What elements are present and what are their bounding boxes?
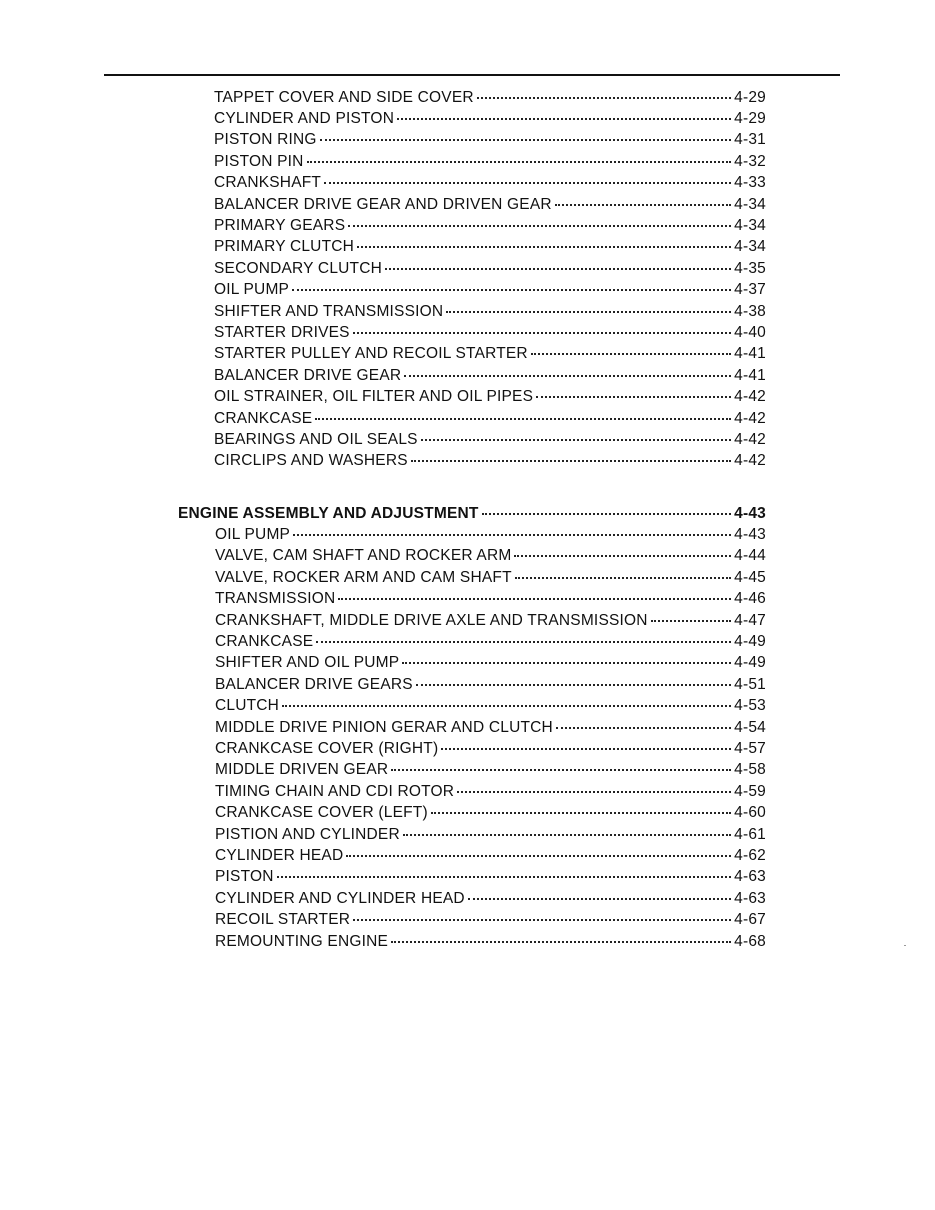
- dot-leader: [403, 818, 731, 836]
- dot-leader: [307, 145, 732, 163]
- toc-entry-label: CYLINDER AND CYLINDER HEAD: [215, 889, 465, 907]
- dot-leader: [315, 402, 731, 420]
- toc-entry-label: MIDDLE DRIVE PINION GERAR AND CLUTCH: [215, 718, 553, 736]
- toc-section-page: 4-43: [734, 504, 766, 522]
- dot-leader: [316, 625, 731, 643]
- dot-leader: [391, 925, 731, 943]
- toc-entry-label: CRANKSHAFT: [214, 174, 322, 192]
- dot-leader: [446, 295, 731, 313]
- dot-leader: [411, 445, 731, 463]
- dot-leader: [531, 338, 731, 356]
- toc-entry-label: CYLINDER HEAD: [215, 846, 344, 864]
- dot-leader: [556, 711, 731, 729]
- toc-entry-page: 4-46: [734, 590, 766, 608]
- toc-entry-page: 4-45: [734, 568, 766, 586]
- toc-entry[interactable]: [215, 928, 766, 949]
- toc-entry-label: OIL STRAINER, OIL FILTER AND OIL PIPES: [214, 388, 534, 406]
- dot-leader: [536, 381, 731, 399]
- dot-leader: [324, 167, 731, 185]
- toc-entry-page: 4-29: [734, 109, 766, 127]
- toc-entry-label: BEARINGS AND OIL SEALS: [214, 430, 418, 448]
- dot-leader: [404, 359, 731, 377]
- toc-entry-page: 4-38: [734, 302, 766, 320]
- toc-entry-label: STARTER DRIVES: [214, 323, 350, 341]
- toc-entry-page: 4-43: [734, 525, 766, 543]
- toc-entry-label: PRIMARY CLUTCH: [214, 238, 355, 256]
- toc-entry-page: 4-61: [734, 825, 766, 843]
- toc-entry-page: 4-53: [734, 697, 766, 715]
- toc-entry-page: 4-32: [734, 152, 766, 170]
- toc-entry-label: OIL PUMP: [215, 525, 291, 543]
- toc-entry-page: 4-35: [734, 259, 766, 277]
- dot-leader: [353, 316, 731, 334]
- toc-entry-page: 4-54: [734, 718, 766, 736]
- toc-entry-page: 4-47: [734, 611, 766, 629]
- dot-leader: [385, 252, 731, 270]
- toc-entry-page: 4-34: [734, 238, 766, 256]
- toc-entry-page: 4-42: [734, 388, 766, 406]
- toc-entry-label: SHIFTER AND TRANSMISSION: [214, 302, 444, 320]
- dot-leader: [421, 423, 731, 441]
- toc-entry-page: 4-34: [734, 216, 766, 234]
- toc-entry-page: 4-42: [734, 409, 766, 427]
- toc-entry-label: PISTON: [215, 868, 274, 886]
- toc-entry-label: CLUTCH: [215, 697, 280, 715]
- dot-leader: [348, 209, 731, 227]
- toc-entry-label: CIRCLIPS AND WASHERS: [214, 452, 408, 470]
- toc-entry-label: BALANCER DRIVE GEARS: [215, 675, 413, 693]
- dot-leader: [338, 583, 731, 601]
- toc-entry-page: 4-34: [734, 195, 766, 213]
- toc-entry-label: SECONDARY CLUTCH: [214, 259, 382, 277]
- dot-leader: [293, 518, 731, 536]
- toc-entry-label: CRANKCASE COVER (RIGHT): [215, 739, 439, 757]
- toc-entry-page: 4-49: [734, 654, 766, 672]
- toc-entry-page: 4-58: [734, 761, 766, 779]
- toc-entry-label: PISTON RING: [214, 131, 317, 149]
- dot-leader: [320, 124, 731, 142]
- dot-leader: [468, 882, 731, 900]
- toc-entry-page: 4-41: [734, 366, 766, 384]
- toc-entry-page: 4-51: [734, 675, 766, 693]
- dot-leader: [515, 561, 731, 579]
- dot-leader: [651, 604, 731, 622]
- toc-entry-page: 4-67: [734, 911, 766, 929]
- toc-entry-page: 4-41: [734, 345, 766, 363]
- dot-leader: [357, 231, 731, 249]
- toc-entry-page: 4-31: [734, 131, 766, 149]
- toc-entry-label: CYLINDER AND PISTON: [214, 109, 395, 127]
- toc-entry-label: PISTON PIN: [214, 152, 304, 170]
- toc-entry-label: BALANCER DRIVE GEAR: [214, 366, 402, 384]
- toc-entry-page: 4-68: [734, 932, 766, 950]
- top-rule: [104, 74, 840, 76]
- toc-entry-label: CRANKCASE: [214, 409, 313, 427]
- toc-entry-label: VALVE, CAM SHAFT AND ROCKER ARM: [215, 547, 512, 565]
- dot-leader: [353, 904, 731, 922]
- dot-leader: [482, 497, 732, 515]
- toc-entry-label: STARTER PULLEY AND RECOIL STARTER: [214, 345, 528, 363]
- toc-entry-page: 4-42: [734, 452, 766, 470]
- toc-entry-label: CRANKCASE: [215, 632, 314, 650]
- dot-leader: [457, 775, 731, 793]
- toc-entry-label: REMOUNTING ENGINE: [215, 932, 389, 950]
- dot-leader: [514, 540, 731, 558]
- toc-entry-label: SHIFTER AND OIL PUMP: [215, 654, 400, 672]
- toc-entry-page: 4-60: [734, 804, 766, 822]
- toc-entry-label: CRANKCASE COVER (LEFT): [215, 804, 428, 822]
- toc-entry-page: 4-44: [734, 547, 766, 565]
- dot-leader: [346, 839, 731, 857]
- dot-leader: [277, 861, 732, 879]
- dot-leader: [477, 81, 731, 99]
- toc-entry-label: PISTION AND CYLINDER: [215, 825, 400, 843]
- toc-entry-page: 4-63: [734, 889, 766, 907]
- scan-speck: [904, 945, 906, 946]
- toc-entry-page: 4-62: [734, 846, 766, 864]
- toc-entry-page: 4-63: [734, 868, 766, 886]
- toc-entry-page: 4-37: [734, 281, 766, 299]
- toc-entry-page: 4-42: [734, 430, 766, 448]
- toc-entry-label: BALANCER DRIVE GEAR AND DRIVEN GEAR: [214, 195, 552, 213]
- toc-entry-page: 4-57: [734, 739, 766, 757]
- toc-entry-page: 4-49: [734, 632, 766, 650]
- dot-leader: [292, 274, 731, 292]
- toc-entry-label: TRANSMISSION: [215, 590, 336, 608]
- toc-entry-label: TAPPET COVER AND SIDE COVER: [214, 88, 474, 106]
- dot-leader: [431, 797, 731, 815]
- dot-leader: [441, 732, 731, 750]
- dot-leader: [397, 102, 731, 120]
- dot-leader: [416, 668, 731, 686]
- dot-leader: [282, 690, 731, 708]
- toc-entry-label: RECOIL STARTER: [215, 911, 351, 929]
- toc-entry-page: 4-33: [734, 174, 766, 192]
- toc-entry-page: 4-40: [734, 323, 766, 341]
- dot-leader: [555, 188, 731, 206]
- toc-entry-page: 4-59: [734, 782, 766, 800]
- toc-entry-label: VALVE, ROCKER ARM AND CAM SHAFT: [215, 568, 512, 586]
- toc-entry-page: 4-29: [734, 88, 766, 106]
- toc-entry-label: OIL PUMP: [214, 281, 290, 299]
- toc-entry-label: TIMING CHAIN AND CDI ROTOR: [215, 782, 455, 800]
- dot-leader: [402, 647, 731, 665]
- toc-entry-label: CRANKSHAFT, MIDDLE DRIVE AXLE AND TRANSMISSION: [215, 611, 648, 629]
- toc-entry[interactable]: [214, 448, 766, 469]
- toc-entry-label: PRIMARY GEARS: [214, 216, 346, 234]
- toc-entry-label: MIDDLE DRIVEN GEAR: [215, 761, 389, 779]
- dot-leader: [391, 754, 731, 772]
- toc-section-label: ENGINE ASSEMBLY AND ADJUSTMENT: [178, 504, 479, 522]
